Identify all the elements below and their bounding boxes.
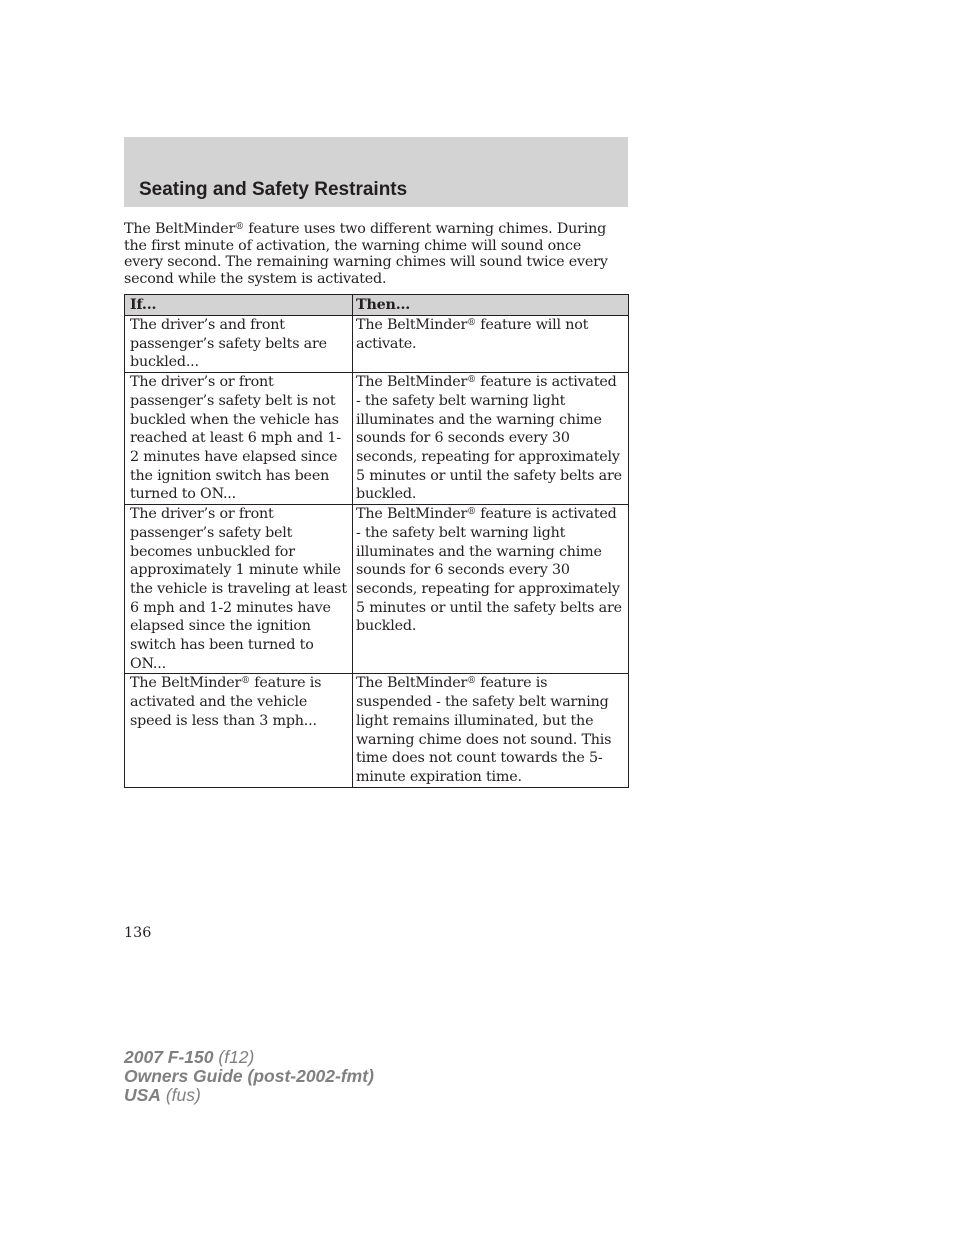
registered-mark: ®: [467, 318, 476, 328]
table-row: [125, 373, 629, 505]
then-cell: [353, 505, 629, 674]
intro-text-start: The BeltMinder: [124, 221, 236, 237]
footer-line-model: [124, 1048, 374, 1067]
if-cell: [125, 373, 353, 505]
section-title: Seating and Safety Restraints: [139, 179, 408, 200]
intro-text-rest: feature uses two different warning chimes. During the first minute of activation, the warning chime will sound once every second. The remaining warning chimes will sound twice every second while the system is activated.: [124, 221, 608, 287]
table-row: [125, 316, 629, 373]
then-cell: [353, 674, 629, 788]
page-number: 136: [124, 925, 152, 941]
cell-text: The driver’s or front passenger’s safety belt is not buckled when the vehicle has reached at least 6 mph and 1-2 minutes have elapsed since the ignition switch has been turned to ON...: [130, 374, 341, 503]
cell-text: The BeltMinder: [356, 317, 468, 333]
if-cell: [125, 674, 353, 788]
then-cell: [353, 316, 629, 373]
footer-model-code: (f12): [213, 1047, 255, 1067]
document-footer: [124, 1048, 374, 1105]
registered-mark: ®: [467, 375, 476, 386]
footer-guide: Owners Guide (post-2002-fmt): [124, 1066, 374, 1086]
cell-text: The BeltMinder: [356, 506, 468, 523]
cell-text: The driver’s or front passenger’s safety belt becomes unbuckled for approximately 1 minute while the vehicle is traveling at least 6 mph and 1-2 minutes have elapsed since the ignition switch has been turned to ON...: [130, 506, 347, 672]
registered-mark: ®: [241, 676, 250, 687]
header-then: Then...: [353, 295, 629, 316]
table-row: [125, 674, 629, 788]
section-header-band: [124, 137, 628, 207]
then-cell: [353, 373, 629, 505]
cell-text: The driver’s and front passenger’s safety belts are buckled...: [130, 317, 327, 371]
footer-market: USA: [124, 1085, 161, 1105]
footer-market-code: (fus): [160, 1085, 201, 1105]
cell-text: feature is activated and the vehicle speed is less than 3 mph...: [130, 675, 322, 729]
beltminder-table: [124, 294, 629, 788]
registered-mark: ®: [467, 507, 476, 518]
cell-text: feature will not activate.: [356, 317, 589, 352]
table-row: [125, 505, 629, 674]
cell-text: feature is activated - the safety belt warning light illuminates and the warning chime sounds for 6 seconds every 30 seconds, repeating for approximately 5 minutes or until the safety belts are buckled.: [356, 506, 622, 635]
cell-text: The BeltMinder: [130, 675, 242, 692]
if-cell: [125, 316, 353, 373]
cell-text: The BeltMinder: [356, 374, 468, 391]
cell-text: feature is activated - the safety belt warning light illuminates and the warning chime sounds for 6 seconds every 30 seconds, repeating for approximately 5 minutes or until the safety belts are buckled.: [356, 374, 622, 503]
cell-text: feature is suspended - the safety belt warning light remains illuminated, but the warning chime does not sound. This time does not count towards the 5-minute expiration time.: [356, 675, 612, 785]
cell-text: The BeltMinder: [356, 675, 468, 692]
footer-model: 2007 F-150: [124, 1047, 214, 1067]
header-if: If...: [125, 295, 353, 316]
intro-paragraph: [124, 221, 624, 287]
registered-mark: ®: [467, 676, 476, 687]
registered-mark: ®: [235, 222, 244, 232]
table-header-row: [125, 295, 629, 316]
footer-line-guide: [124, 1067, 374, 1086]
if-cell: [125, 505, 353, 674]
footer-line-market: [124, 1086, 374, 1105]
